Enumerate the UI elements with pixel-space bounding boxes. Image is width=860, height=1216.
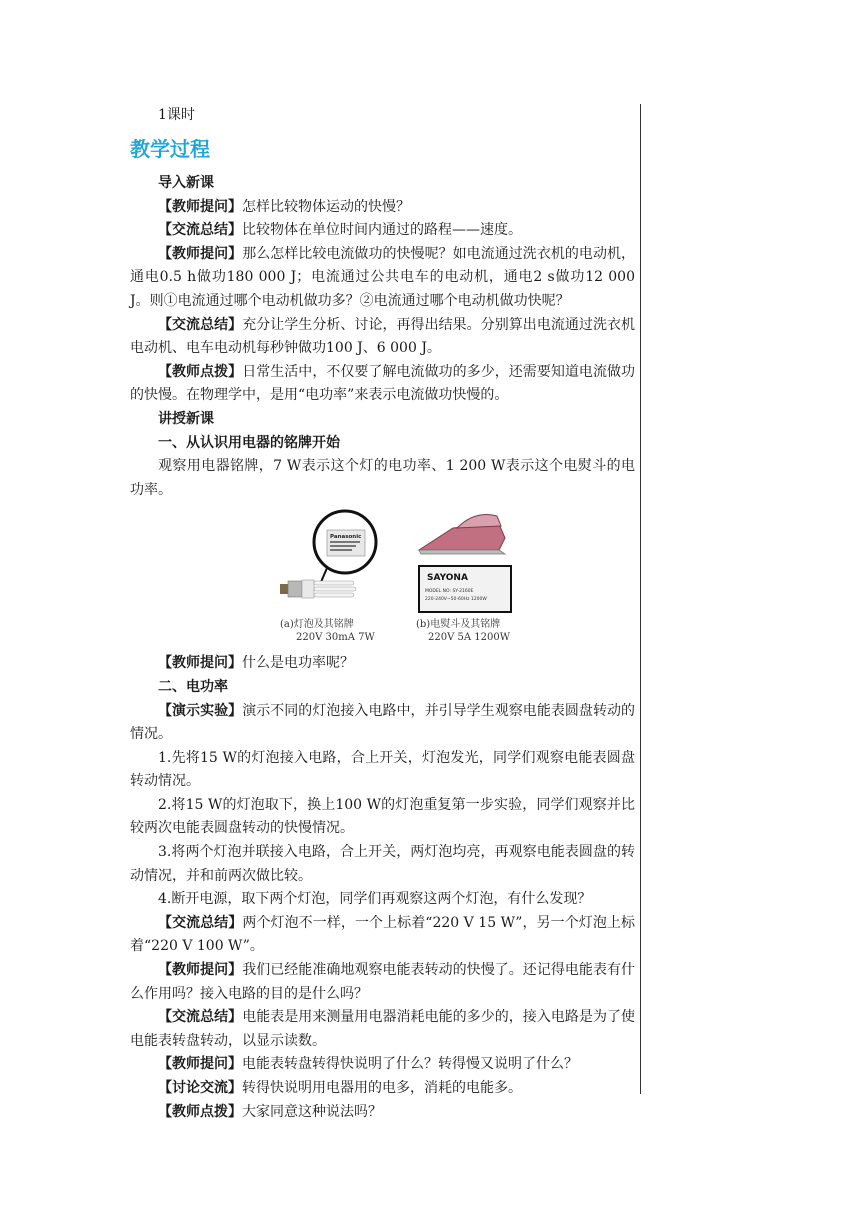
item-label: 【教师提问】 bbox=[158, 198, 242, 215]
right-margin-rule bbox=[640, 104, 641, 1094]
iron-icon bbox=[413, 508, 518, 616]
document-page bbox=[130, 104, 635, 1124]
figure-a-caption-title: (a)灯泡及其铭牌 bbox=[280, 619, 354, 631]
item-label: 【教师点拨】 bbox=[158, 363, 243, 380]
teach-item bbox=[130, 747, 635, 794]
item-label: 【教师提问】 bbox=[158, 245, 243, 262]
item-label: 【教师点拨】 bbox=[158, 1103, 242, 1120]
item-label: 【讨论交流】 bbox=[158, 1080, 242, 1096]
item-text: 什么是电功率呢？ bbox=[242, 655, 354, 672]
part1-text: 观察用电器铭牌，7 W表示这个灯的电功率、1 200 W表示这个电熨斗的电功率。 bbox=[130, 458, 635, 498]
item-text: 电能表是用来测量用电器消耗电能的多少的，接入电路是为了使电能表转盘转动，以显示读数。 bbox=[130, 1009, 636, 1049]
teach-item bbox=[130, 794, 635, 841]
item-text: 电能表转盘转得快说明了什么？转得慢又说明了什么？ bbox=[242, 1056, 578, 1073]
teach-heading: 讲授新课 bbox=[158, 410, 214, 427]
teach-item bbox=[130, 841, 635, 888]
lesson-hours: 1课时 bbox=[158, 107, 195, 123]
item-text: 2.将15 W的灯泡取下，换上100 W的灯泡重复第一步实验，同学们观察并比较两次电能表圆盘转动的快慢情况。 bbox=[130, 796, 635, 837]
teach-item bbox=[130, 1053, 635, 1077]
item-text: 转得快说明用电器用的电多，消耗的电能多。 bbox=[242, 1080, 522, 1096]
intro-heading: 导入新课 bbox=[158, 175, 214, 191]
teach-item bbox=[130, 700, 635, 747]
teach-item bbox=[130, 888, 635, 912]
item-text: 演示不同的灯泡接入电路中，并引导学生观察电能表圆盘转动的情况。 bbox=[130, 702, 636, 743]
item-label: 【交流总结】 bbox=[158, 914, 243, 931]
figure-b-caption bbox=[416, 618, 510, 644]
item-text: 1.先将15 W的灯泡接入电路，合上开关，灯泡发光，同学们观察电能表圆盘转动情况。 bbox=[130, 749, 635, 790]
figure-b-caption-title: (b)电熨斗及其铭牌 bbox=[416, 619, 501, 631]
teach-item bbox=[130, 1006, 635, 1053]
bulb-illustration bbox=[275, 508, 395, 618]
item-text: 大家同意这种说法吗？ bbox=[242, 1103, 382, 1120]
item-label: 【教师提问】 bbox=[158, 1056, 242, 1073]
intro-item bbox=[130, 196, 635, 220]
teach-item bbox=[130, 959, 635, 1006]
iron-brand-text: SAYONA bbox=[427, 573, 468, 584]
item-label: 【交流总结】 bbox=[158, 222, 242, 239]
item-text: 怎样比较物体运动的快慢？ bbox=[242, 198, 410, 215]
figure-b-caption-specs: 220V 5A 1200W bbox=[428, 632, 510, 644]
nameplate-figure bbox=[130, 508, 635, 646]
teach-question bbox=[130, 652, 635, 676]
item-label: 【交流总结】 bbox=[158, 1009, 243, 1026]
iron-illustration bbox=[413, 508, 518, 616]
intro-item bbox=[130, 314, 635, 361]
bulb-brand-text: Panasonic bbox=[330, 534, 362, 541]
part1-title: 一、从认识用电器的铭牌开始 bbox=[158, 434, 340, 451]
teach-item bbox=[130, 1077, 635, 1101]
figure-a-caption-specs: 220V 30mA 7W bbox=[296, 632, 375, 644]
intro-item bbox=[130, 361, 635, 408]
iron-model-text: MODEL NO: SY-2160E bbox=[425, 589, 474, 595]
item-label: 【教师提问】 bbox=[158, 655, 242, 672]
item-text: 日常生活中，不仅要了解电流做功的多少，还需要知道电流做功的快慢。在物理学中，是用“电功率”来表示电流做功快慢的。 bbox=[130, 363, 636, 404]
teach-item bbox=[130, 912, 635, 959]
intro-item bbox=[130, 219, 635, 243]
figure-a-caption bbox=[280, 618, 375, 644]
item-text: 3.将两个灯泡并联接入电路，合上开关，两灯泡均亮，再观察电能表圆盘的转动情况，并和前两次做比较。 bbox=[130, 844, 635, 884]
item-label: 【交流总结】 bbox=[158, 316, 243, 333]
item-label: 【演示实验】 bbox=[158, 702, 243, 719]
intro-item bbox=[130, 243, 635, 314]
bulb-icon bbox=[275, 508, 395, 618]
item-label: 【教师提问】 bbox=[158, 962, 243, 979]
iron-spec-text: 220-240V~50-60Hz 1200W bbox=[425, 597, 487, 603]
section-title: 教学过程 bbox=[130, 137, 210, 161]
item-text: 那么怎样比较电流做功的快慢呢？如电流通过洗衣机的电动机，通电0.5 h做功180 000 J；电流通过公共电车的电动机，通电2 s做功12 000 J。则①电流通过哪个电动机做功多？②电流通过哪个电动机做功快呢？ bbox=[130, 245, 636, 309]
part2-title: 二、电功率 bbox=[158, 678, 228, 695]
item-text: 两个灯泡不一样，一个上标着“220 V 15 W”，另一个灯泡上标着“220 V 100 W”。 bbox=[130, 914, 635, 955]
item-text: 我们已经能准确地观察电能表转动的快慢了。还记得电能表有什么作用吗？接入电路的目的是什么吗？ bbox=[130, 962, 636, 1002]
item-text: 4.断开电源，取下两个灯泡，同学们再观察这两个灯泡，有什么发现？ bbox=[158, 891, 592, 908]
teach-item bbox=[130, 1101, 635, 1125]
item-text: 充分让学生分析、讨论，再得出结果。分别算出电流通过洗衣机电动机、电车电动机每秒钟做功100 J、6 000 J。 bbox=[130, 316, 636, 357]
item-text: 比较物体在单位时间内通过的路程——速度。 bbox=[242, 222, 522, 239]
